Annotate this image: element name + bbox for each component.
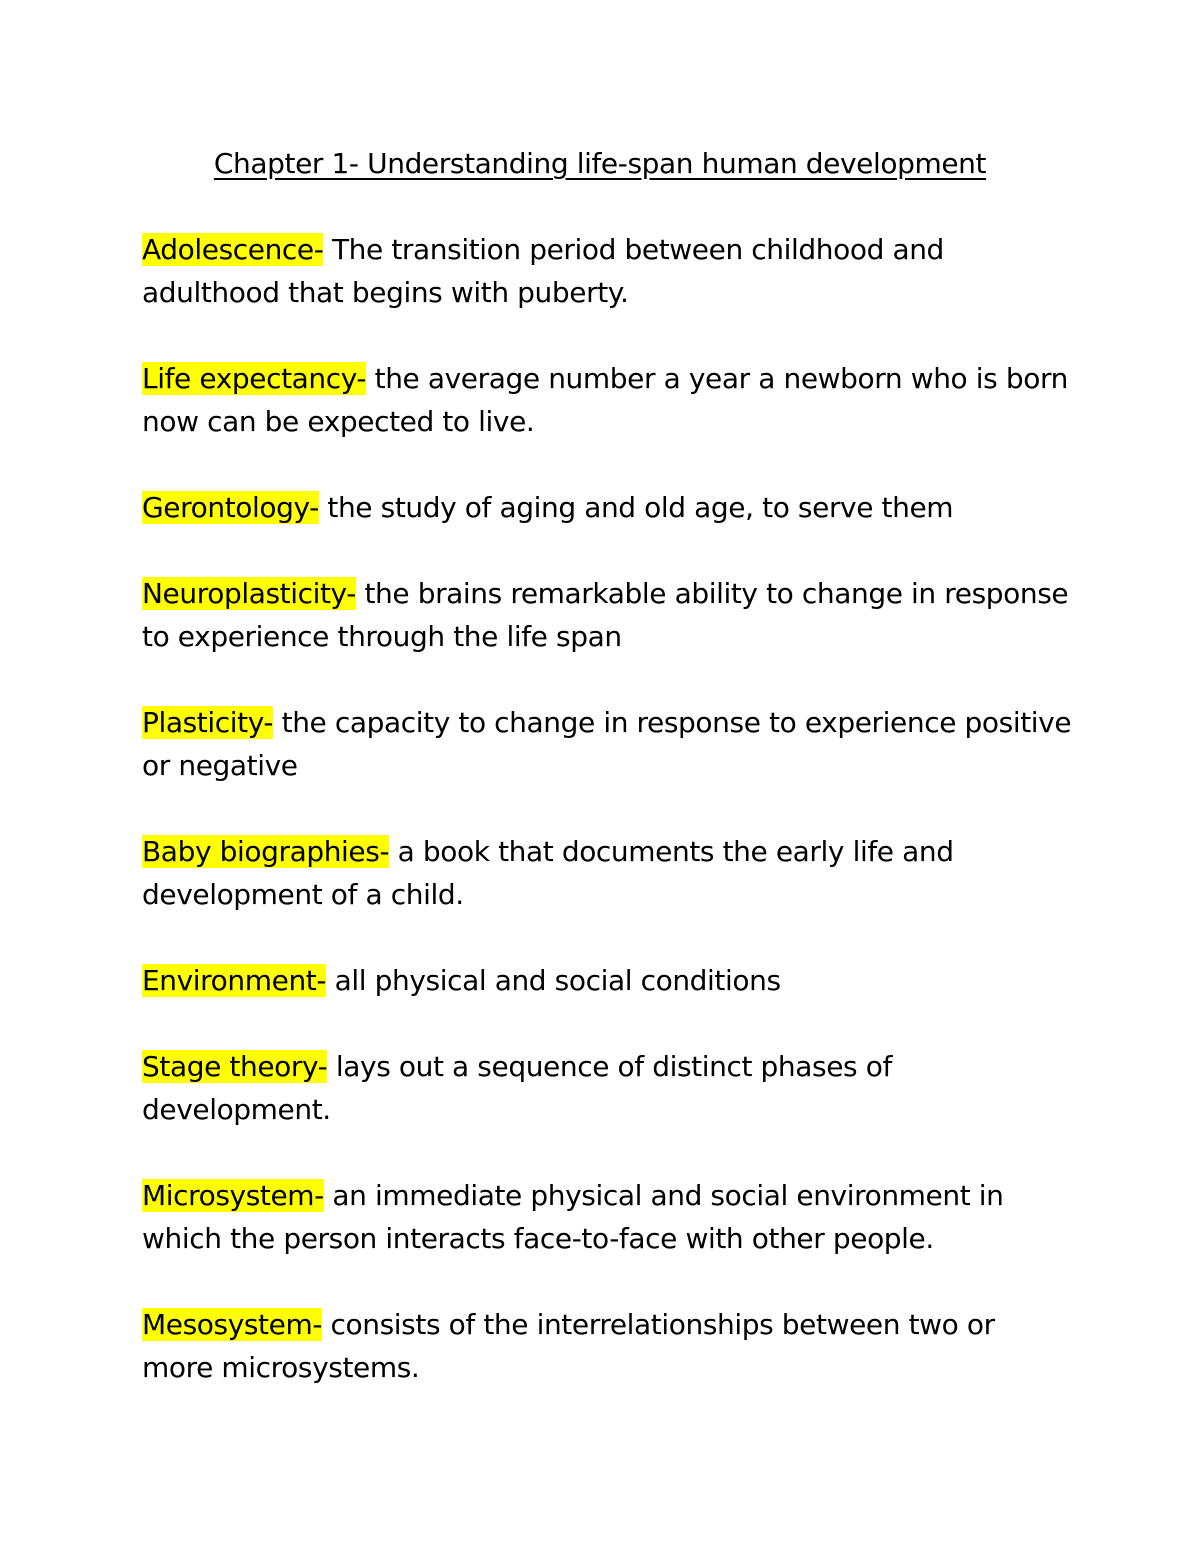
- term-definition: the study of aging and old age, to serve them: [318, 491, 954, 524]
- term-definition: the capacity to change in response to experience positive or negative: [142, 706, 1072, 782]
- page-title: Chapter 1- Understanding life-span human development: [213, 147, 987, 180]
- term-highlight: Microsystem-: [142, 1179, 324, 1212]
- term-highlight: Environment-: [142, 964, 327, 997]
- term-highlight: Stage theory-: [142, 1050, 328, 1083]
- glossary-entry-baby-biographies: [142, 830, 1072, 916]
- term-definition: the brains remarkable ability to change in response to experience through the life span: [142, 577, 1069, 653]
- glossary-entry-plasticity: [142, 701, 1072, 787]
- glossary-entry-gerontology: [142, 486, 1072, 529]
- glossary-entry-adolescence: [142, 228, 1072, 314]
- glossary-entry-mesosystem: [142, 1303, 1072, 1389]
- glossary-entry-microsystem: [142, 1174, 1072, 1260]
- term-definition: consists of the interrelationships between two or more microsystems.: [142, 1308, 995, 1384]
- term-highlight: Mesosystem-: [142, 1308, 323, 1341]
- term-definition: The transition period between childhood and adulthood that begins with puberty.: [142, 233, 944, 309]
- term-definition: an immediate physical and social environment in which the person interacts face-to-face with other people.: [142, 1179, 1004, 1255]
- term-definition: a book that documents the early life and development of a child.: [142, 835, 954, 911]
- glossary-list: [142, 228, 1072, 1432]
- term-highlight: Adolescence-: [142, 233, 324, 266]
- term-definition: lays out a sequence of distinct phases of development.: [142, 1050, 892, 1126]
- term-highlight: Life expectancy-: [142, 362, 367, 395]
- glossary-entry-life-expectancy: [142, 357, 1072, 443]
- glossary-entry-environment: [142, 959, 1072, 1002]
- glossary-entry-neuroplasticity: [142, 572, 1072, 658]
- term-definition: the average number a year a newborn who is born now can be expected to live.: [142, 362, 1068, 438]
- term-highlight: Baby biographies-: [142, 835, 390, 868]
- term-definition: all physical and social conditions: [326, 964, 781, 997]
- glossary-entry-stage-theory: [142, 1045, 1072, 1131]
- term-highlight: Gerontology-: [142, 491, 319, 524]
- term-highlight: Plasticity-: [142, 706, 274, 739]
- term-highlight: Neuroplasticity-: [142, 577, 356, 610]
